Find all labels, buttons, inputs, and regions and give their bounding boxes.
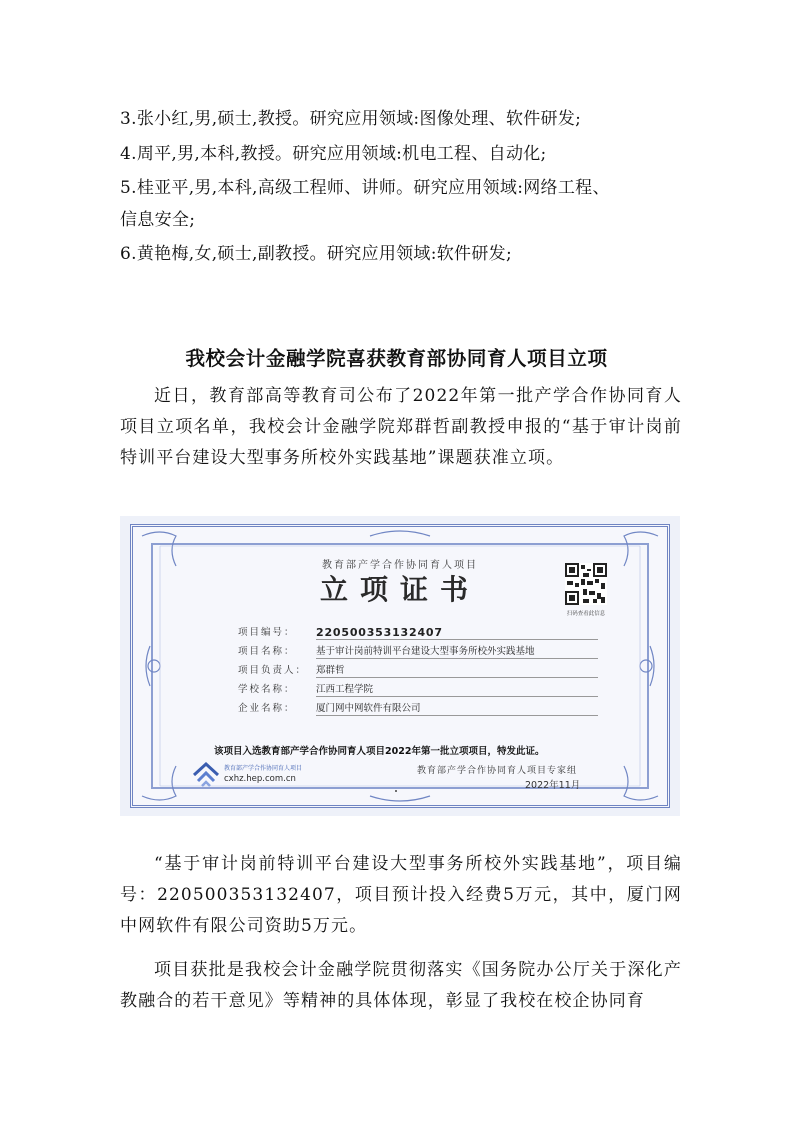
- qr-code-icon: [565, 563, 607, 605]
- field-label: 企业名称：: [238, 703, 296, 714]
- certificate-row: [238, 684, 598, 697]
- qr-caption: 扫码查看此信息: [566, 611, 606, 617]
- field-label: 项目编号：: [238, 627, 296, 638]
- list-item: 5.桂亚平,男,本科,高级工程师、讲师。研究应用领域:网络工程、: [120, 178, 610, 198]
- field-label: 学校名称：: [238, 684, 296, 695]
- school-name: 江西工程学院: [316, 684, 598, 697]
- field-label: 项目名称：: [238, 646, 296, 657]
- field-label: 项目负责人：: [238, 665, 308, 676]
- article-paragraph: “基于审计岗前特训平台建设大型事务所校外实践基地”，项目编号：220500353132407，项目预计投入经费5万元，其中，厦门网中网软件有限公司资助5万元。: [120, 854, 682, 936]
- list-item: 3.张小红,男,硕士,教授。研究应用领域:图像处理、软件研发;: [120, 109, 582, 129]
- project-lead: 郑群哲: [316, 665, 598, 678]
- project-name: 基于审计岗前特训平台建设大型事务所校外实践基地: [316, 646, 598, 659]
- list-item: 4.周平,男,本科,教授。研究应用领域:机电工程、自动化;: [120, 144, 547, 164]
- certificate-statement: 该项目入选教育部产学合作协同育人项目2022年第一批立项项目，特发此证。: [214, 746, 545, 757]
- hep-logo-icon: [192, 761, 220, 787]
- article-title: 我校会计金融学院喜获教育部协同育人项目立项: [185, 347, 608, 370]
- certificate-date: 2022年11月: [525, 780, 581, 791]
- certificate-row: [238, 703, 598, 716]
- certificate-title: 立项证书: [319, 573, 480, 606]
- article-paragraph: 项目获批是我校会计金融学院贯彻落实《国务院办公厅关于深化产教融合的若干意见》等精神的具体体现，彰显了我校在校企协同育: [120, 960, 682, 1011]
- certificate-row: [238, 627, 598, 640]
- article-paragraph: 近日，教育部高等教育司公布了2022年第一批产学合作协同育人项目立项名单，我校会计金融学院郑群哲副教授申报的“基于审计岗前特训平台建设大型事务所校外实践基地”课题获准立项。: [120, 386, 682, 468]
- certificate-url: cxhz.hep.com.cn: [224, 774, 296, 784]
- certificate-fields: [238, 627, 598, 722]
- list-item: 6.黄艳梅,女,硕士,副教授。研究应用领域:软件研发;: [120, 244, 512, 264]
- certificate-issuer: 教育部产学合作协同育人项目专家组: [417, 766, 578, 776]
- company-name: 厦门网中网软件有限公司: [316, 703, 598, 716]
- project-number: 220500353132407: [316, 627, 598, 640]
- logo-text: 教育部产学合作协同育人项目: [224, 765, 303, 772]
- certificate-row: [238, 646, 598, 659]
- list-item-continuation: 信息安全;: [120, 210, 196, 230]
- certificate-subtitle: 教育部产学合作协同育人项目: [322, 560, 478, 571]
- certificate-image: [120, 516, 680, 816]
- certificate-row: [238, 665, 598, 678]
